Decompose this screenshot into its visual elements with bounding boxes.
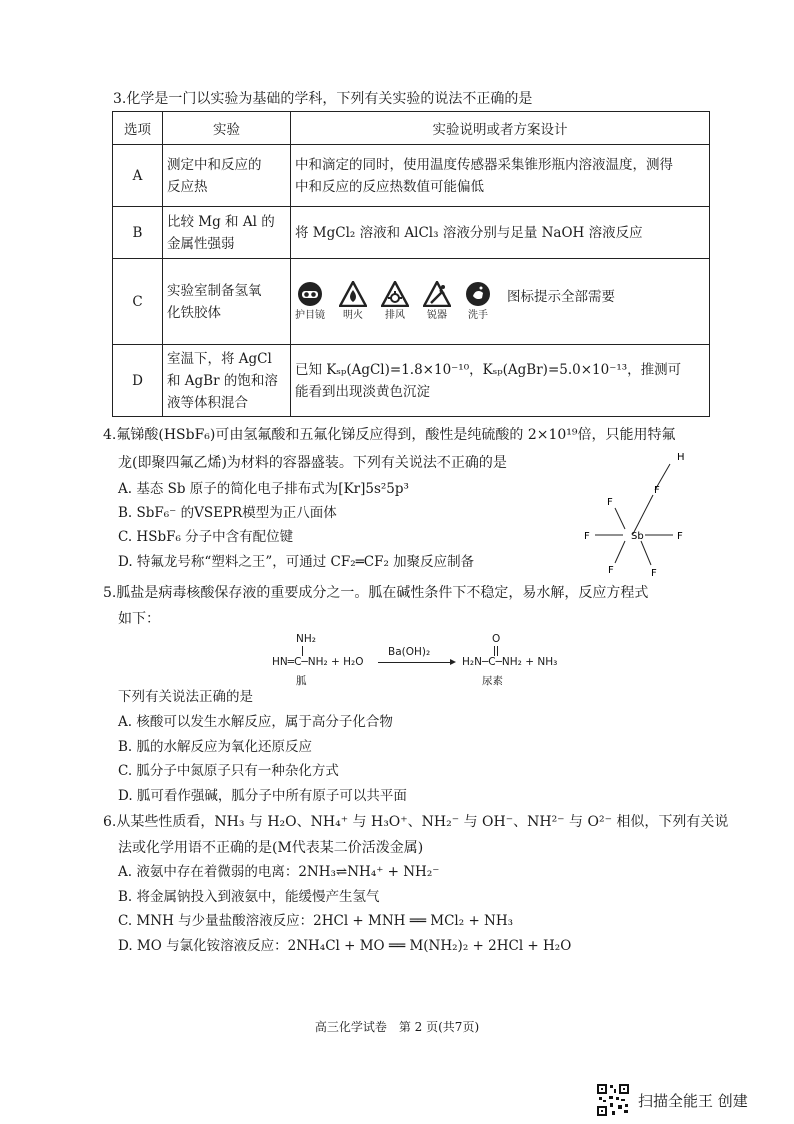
row-c-description-text: 图标提示全部需要: [507, 289, 615, 305]
nh2-top: NH₂: [296, 633, 316, 645]
q4-option-a: A. 基态 Sb 原子的简化电子排布式为[Kr]5s²5p³: [118, 481, 409, 497]
header-experiment: 实验: [163, 112, 291, 145]
scanner-text: 扫描全能王 创建: [638, 1091, 748, 1110]
header-option: 选项: [113, 112, 163, 145]
row-c-experiment: 实验室制备氢氧 化铁胶体: [163, 259, 291, 345]
guanidine-name: 胍: [296, 675, 307, 687]
sb-atom: Sb: [631, 531, 644, 542]
reaction-condition: Ba(OH)₂: [388, 646, 431, 658]
q3-table: [112, 111, 710, 417]
q6-stem-line2: 法或化学用语不正确的是(M代表某二价活泼金属): [118, 840, 424, 856]
row-d-description: 已知 Kₛₚ(AgCl)=1.8×10⁻¹⁰，Kₛₚ(AgBr)=5.0×10⁻¹³，推测可 能看到出现淡黄色沉淀: [291, 345, 710, 417]
row-d-option: D: [113, 345, 163, 417]
o-top: O: [492, 633, 501, 645]
scanner-watermark: [596, 1083, 748, 1117]
row-a-option: A: [113, 145, 163, 207]
q6-option-b: B. 将金属钠投入到液氨中，能缓慢产生氢气: [118, 889, 380, 905]
hsbf6-structure: [575, 448, 695, 588]
ventilation-icon: 排风: [381, 281, 409, 322]
urea-name: 尿素: [482, 675, 503, 687]
q4-stem-line1: 4.氟锑酸(HSbF₆)可由氢氟酸和五氟化锑反应得到，酸性是纯硫酸的 2×10¹⁹倍，只能用特氟: [103, 427, 676, 443]
reaction-left: HN═C─NH₂ + H₂O: [272, 656, 364, 668]
table-row: [113, 259, 710, 345]
q5-option-d: D. 胍可看作强碱，胍分子中所有原子可以共平面: [118, 788, 407, 804]
qr-code-icon: [596, 1083, 630, 1117]
sharp-object-icon: 锐器: [423, 281, 451, 322]
hand-wash-icon: 洗手: [465, 281, 491, 322]
q5-stem-line1: 5.胍盐是病毒核酸保存液的重要成分之一。胍在碱性条件下不稳定，易水解，反应方程式: [103, 585, 649, 601]
f-atom: F: [677, 531, 683, 542]
q5-option-b: B. 胍的水解反应为氧化还原反应: [118, 739, 313, 755]
q6-option-c: C. MNH 与少量盐酸溶液反应：2HCl + MNH ══ MCl₂ + NH₃: [118, 913, 514, 929]
q6-option-a: A. 液氨中存在着微弱的电离：2NH₃⇌NH₄⁺ + NH₂⁻: [118, 864, 440, 880]
guanidine-reaction: [272, 633, 602, 688]
q3-stem: 3.化学是一门以实验为基础的学科，下列有关实验的说法不正确的是: [113, 91, 533, 107]
h-atom: H: [677, 452, 685, 463]
q4-option-b: B. SbF₆⁻ 的VSEPR模型为正八面体: [118, 505, 337, 521]
row-c-description: [291, 259, 710, 345]
table-row: [113, 207, 710, 259]
row-d-experiment: 室温下，将 AgCl 和 AgBr 的饱和溶 液等体积混合: [163, 345, 291, 417]
f-atom: F: [654, 485, 660, 496]
q5-prompt: 下列有关说法正确的是: [118, 689, 253, 705]
goggles-icon: 护目镜: [295, 281, 325, 322]
header-description: 实验说明或者方案设计: [291, 112, 710, 145]
page-footer: 高三化学试卷 第 2 页(共7页): [314, 1020, 480, 1034]
q4-option-c: C. HSbF₆ 分子中含有配位键: [118, 529, 294, 545]
q5-option-a: A. 核酸可以发生水解反应，属于高分子化合物: [118, 714, 393, 730]
row-b-description: 将 MgCl₂ 溶液和 AlCl₃ 溶液分别与足量 NaOH 溶液反应: [291, 207, 710, 259]
q4-option-d: D. 特氟龙号称“塑料之王”，可通过 CF₂═CF₂ 加聚反应制备: [118, 554, 475, 570]
flame-icon: 明火: [339, 281, 367, 322]
q5-stem-line2: 如下：: [118, 611, 160, 627]
reaction-right: H₂N─C─NH₂ + NH₃: [462, 656, 558, 668]
safety-icons: [295, 281, 705, 322]
table-header-row: [113, 112, 710, 145]
q5-option-c: C. 胍分子中氮原子只有一种杂化方式: [118, 763, 339, 779]
f-atom: F: [607, 497, 613, 508]
table-row: [113, 145, 710, 207]
q6-option-d: D. MO 与氯化铵溶液反应：2NH₄Cl + MO ══ M(NH₂)₂ + 2HCl + H₂O: [118, 938, 572, 954]
row-b-experiment: 比较 Mg 和 Al 的 金属性强弱: [163, 207, 291, 259]
row-a-experiment: 测定中和反应的 反应热: [163, 145, 291, 207]
row-b-option: B: [113, 207, 163, 259]
f-atom: F: [608, 565, 614, 576]
f-atom: F: [584, 531, 590, 542]
q6-stem-line1: 6.从某些性质看，NH₃ 与 H₂O、NH₄⁺ 与 H₃O⁺、NH₂⁻ 与 OH⁻、NH²⁻ 与 O²⁻ 相似，下列有关说: [103, 814, 729, 830]
table-row: [113, 345, 710, 417]
row-a-description: 中和滴定的同时，使用温度传感器采集锥形瓶内溶液温度，测得 中和反应的反应热数值可能偏低: [291, 145, 710, 207]
row-c-option: C: [113, 259, 163, 345]
q4-stem-line2: 龙(即聚四氟乙烯)为材料的容器盛装。下列有关说法不正确的是: [118, 455, 507, 471]
f-atom: F: [651, 568, 657, 579]
